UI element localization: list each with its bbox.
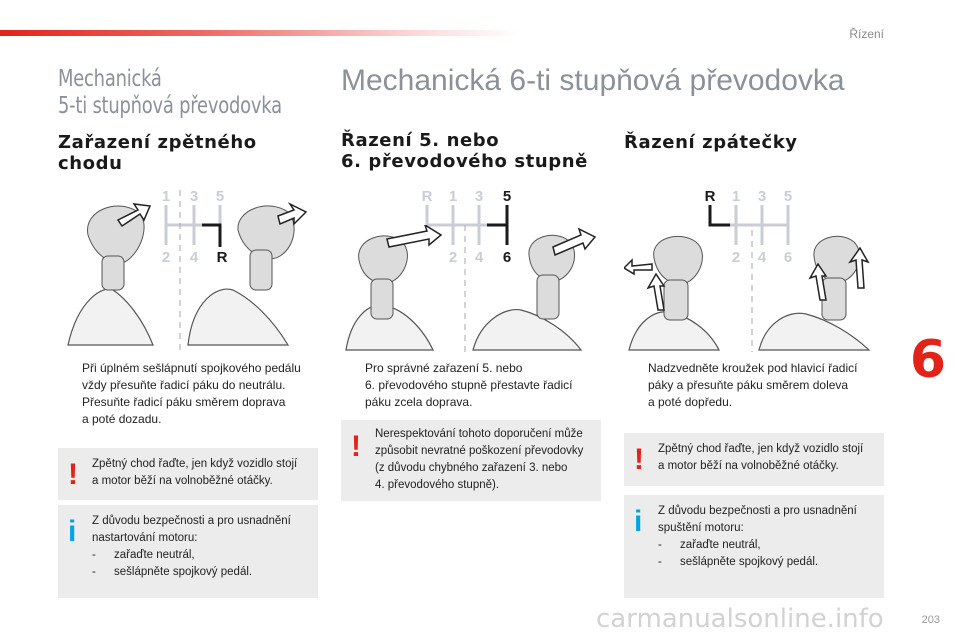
- col2-gear-6-label: 6: [502, 249, 512, 265]
- col3-gear-2-label: 2: [731, 249, 741, 265]
- col3-gear-4-label: 4: [757, 249, 767, 265]
- col3-warning-line1: Zpětný chod řaďte, jen když vozidlo stojí: [658, 443, 864, 455]
- col1-instruction-item: [58, 394, 320, 428]
- col2-heading: [341, 130, 588, 172]
- col3-info-line2: spuštění motoru:: [658, 522, 744, 534]
- col3-item1-line1: Nadzvedněte kroužek pod hlavicí řadicí: [648, 361, 858, 375]
- col2-heading-line2: 6. převodového stupně: [341, 151, 588, 172]
- col1-instruction-item: [58, 360, 320, 394]
- col2-gear-4-label: 4: [474, 249, 484, 265]
- col1-lever-illustration: [58, 190, 318, 350]
- dash-icon: -: [92, 549, 96, 561]
- col3-gear-1-label: 1: [731, 188, 741, 205]
- col2-item1-line3: páku zcela doprava.: [365, 395, 473, 409]
- col3-gear-3-label: 3: [757, 188, 767, 205]
- col2-gear-1-label: 1: [448, 188, 458, 205]
- col2-warning-box: [341, 420, 601, 501]
- col3-item1-line2: páky a přesuňte páku směrem doleva: [648, 378, 849, 392]
- col1-warning-line2: a motor běží na volnoběžné otáčky.: [92, 475, 273, 487]
- col2-item1-line1: Pro správné zařazení 5. nebo: [365, 361, 523, 375]
- col1-gear-r-label: R: [216, 249, 228, 265]
- col3-item1-line3: a poté dopředu.: [648, 395, 733, 409]
- col1-item1-line2: vždy přesuňte řadicí páku do neutrálu.: [82, 378, 286, 392]
- col2-gear-5-label: 5: [502, 188, 512, 205]
- dash-icon: -: [658, 539, 662, 551]
- col3-info-line1: Z důvodu bezpečnosti a pro usnadnění: [658, 505, 857, 517]
- left-section-title: [58, 66, 282, 120]
- watermark-text: carmanualsonline.info: [596, 604, 884, 634]
- col2-lever-illustration: [341, 225, 601, 353]
- col1-info-line1: Z důvodu bezpečnosti a pro usnadnění: [92, 515, 291, 527]
- col1-info-box: [58, 505, 318, 598]
- col1-gear-4-label: 4: [189, 249, 199, 265]
- col3-instructions: [624, 360, 886, 411]
- col1-item2-line2: a poté dozadu.: [82, 412, 162, 426]
- col2-gear-3-label: 3: [474, 188, 484, 205]
- warning-icon: !: [68, 458, 78, 491]
- col2-warning-line3: (z důvodu chybného zařazení 3. nebo: [375, 462, 568, 474]
- col3-gear-6-label: 6: [783, 249, 793, 265]
- col1-gear-2-label: 2: [161, 249, 171, 265]
- col1-gear-3-label: 3: [189, 188, 199, 205]
- col2-warning-line1: Nerespektování tohoto doporučení může: [375, 428, 583, 440]
- col3-info-dash1: zařaďte neutrál,: [680, 539, 761, 551]
- col3-warning-line2: a motor běží na volnoběžné otáčky.: [658, 460, 839, 472]
- col3-lever-illustration: [624, 230, 886, 352]
- col1-heading-line2: chodu: [58, 153, 123, 174]
- col1-gear-5-label: 5: [215, 188, 225, 205]
- col3-gear-5-label: 5: [783, 188, 793, 205]
- warning-icon: !: [634, 443, 644, 476]
- col3-instruction-item: [624, 360, 886, 411]
- col2-item1-line2: 6. převodového stupně přestavte řadicí: [365, 378, 573, 392]
- col2-instruction-item: [341, 360, 603, 411]
- header-accent-bar: [0, 30, 520, 36]
- chapter-number: 6: [909, 330, 947, 390]
- dash-icon: -: [658, 556, 662, 568]
- col2-warning-line2: způsobit nevratné poškození převodovky: [375, 445, 584, 457]
- col1-info-dash2: sešlápněte spojkový pedál.: [114, 566, 253, 578]
- page-title: Mechanická 6-ti stupňová převodovka: [341, 64, 845, 97]
- col1-warning-line1: Zpětný chod řaďte, jen když vozidlo stojí: [92, 458, 298, 470]
- warning-icon: !: [351, 430, 361, 463]
- col2-gear-r-label: R: [421, 188, 433, 205]
- col1-warning-box: [58, 448, 318, 500]
- col3-info-dash2: sešlápněte spojkový pedál.: [680, 556, 819, 568]
- dash-icon: -: [92, 566, 96, 578]
- col1-item2-line1: Přesuňte řadicí páku směrem doprava: [82, 395, 286, 409]
- col1-item1-line1: Při úplném sešlápnutí spojkového pedálu: [82, 361, 301, 375]
- col2-heading-line1: Řazení 5. nebo: [341, 130, 500, 151]
- col2-gear-2-label: 2: [448, 249, 458, 265]
- col3-info-box: [624, 495, 884, 598]
- col3-heading: Řazení zpátečky: [624, 132, 798, 153]
- col1-instructions: [58, 360, 320, 428]
- col2-instructions: [341, 360, 603, 411]
- left-title-line1: Mechanická: [58, 66, 162, 92]
- section-label: Řízení: [849, 27, 884, 41]
- col1-info-line2: nastartování motoru:: [92, 532, 198, 544]
- col1-info-dash1: zařaďte neutrál,: [114, 549, 195, 561]
- col2-warning-line4: 4. převodového stupně).: [375, 479, 500, 491]
- col1-heading-line1: Zařazení zpětného: [58, 132, 257, 153]
- col3-gear-r-label: R: [704, 188, 716, 205]
- page-number: 203: [921, 614, 940, 626]
- left-title-line2: 5-ti stupňová převodovka: [58, 93, 282, 119]
- info-icon: i: [634, 505, 643, 538]
- col1-heading: [58, 132, 257, 174]
- info-icon: i: [68, 515, 77, 548]
- col3-warning-box: [624, 433, 884, 486]
- col1-gear-1-label: 1: [161, 188, 171, 205]
